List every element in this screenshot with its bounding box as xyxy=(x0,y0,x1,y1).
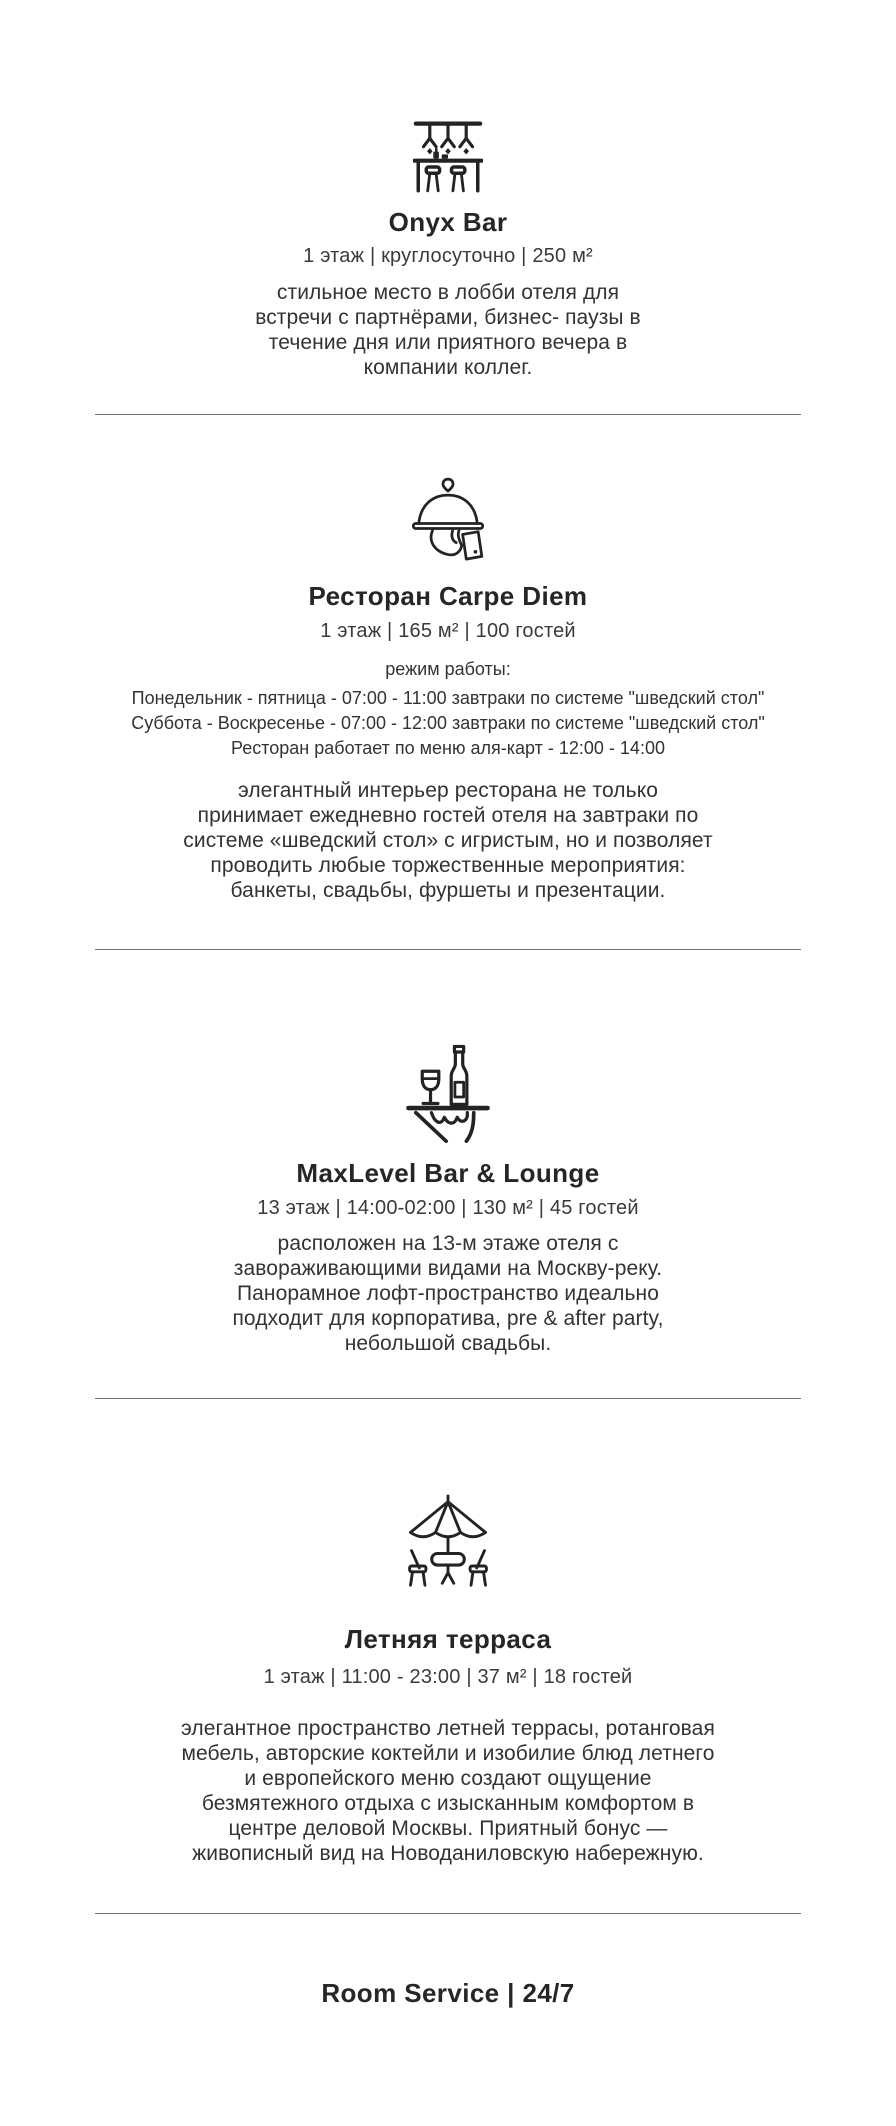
room-service-footer: Room Service | 24/7 xyxy=(321,1978,575,2008)
venue-description: элегантный интерьер ресторана не только принимает ежедневно гостей отеля на завтраки по системе «шведский стол» с игристым, но и позволяет проводить любые торжественные мероприятия: банкеты, свадьбы, фуршеты и презентации. xyxy=(183,779,713,902)
patio-umbrella-icon xyxy=(400,1494,496,1590)
venue-description: стильное место в лобби отеля для встречи с партнёрами, бизнес- паузы в течение дня или приятного вечера в компании коллег. xyxy=(255,281,641,379)
venue-section-carpe-diem xyxy=(0,475,896,903)
schedule-line: Понедельник - пятница - 07:00 - 11:00 завтраки по системе "шведский стол" xyxy=(131,688,765,708)
venue-section-onyx-bar xyxy=(0,118,896,380)
venue-meta: 1 этаж | круглосуточно | 250 м² xyxy=(303,245,593,267)
section-divider xyxy=(95,1913,801,1914)
bar-counter-icon xyxy=(413,118,483,195)
venue-title: Onyx Bar xyxy=(388,207,508,237)
schedule-block xyxy=(131,686,765,761)
schedule-label: режим работы: xyxy=(385,659,511,679)
wine-tray-icon xyxy=(402,1040,494,1143)
venue-title: Летняя терраса xyxy=(344,1624,552,1654)
serving-cloche-icon xyxy=(402,475,494,571)
venue-meta: 1 этаж | 11:00 - 23:00 | 37 м² | 18 гостей xyxy=(263,1666,633,1688)
section-divider xyxy=(95,1398,801,1399)
venue-description: расположен на 13-м этаже отеля с завораживающими видами на Москву-реку. Панорамное лофт-пространство идеально подходит для корпоратива, pre & after party, небольшой свадьбы. xyxy=(232,1232,664,1355)
section-divider xyxy=(95,414,801,415)
serving-cloche-icon xyxy=(402,475,494,571)
venue-meta: 1 этаж | 165 м² | 100 гостей xyxy=(320,620,576,642)
schedule-line: Суббота - Воскресенье - 07:00 - 12:00 завтраки по системе "шведский стол" xyxy=(131,713,765,733)
patio-umbrella-icon xyxy=(400,1494,496,1590)
venue-meta: 13 этаж | 14:00-02:00 | 130 м² | 45 гостей xyxy=(257,1197,639,1219)
venue-title: Ресторан Carpe Diem xyxy=(308,581,588,611)
wine-tray-icon xyxy=(402,1040,494,1143)
venue-description: элегантное пространство летней террасы, ротанговая мебель, авторские коктейли и изобилие блюд летнего и европейского меню создают ощущение безмятежного отдыха с изысканным комфортом в центре деловой Москвы. Приятный бонус — живописный вид на Новоданиловскую набережную. xyxy=(181,1717,715,1865)
venue-title: MaxLevel Bar & Lounge xyxy=(296,1158,600,1188)
venue-section-maxlevel xyxy=(0,1040,896,1356)
bar-counter-icon xyxy=(413,118,483,195)
section-divider xyxy=(95,949,801,950)
venue-section-summer-terrace xyxy=(0,1494,896,1866)
schedule-line: Ресторан работает по меню аля-карт - 12:00 - 14:00 xyxy=(231,738,665,758)
